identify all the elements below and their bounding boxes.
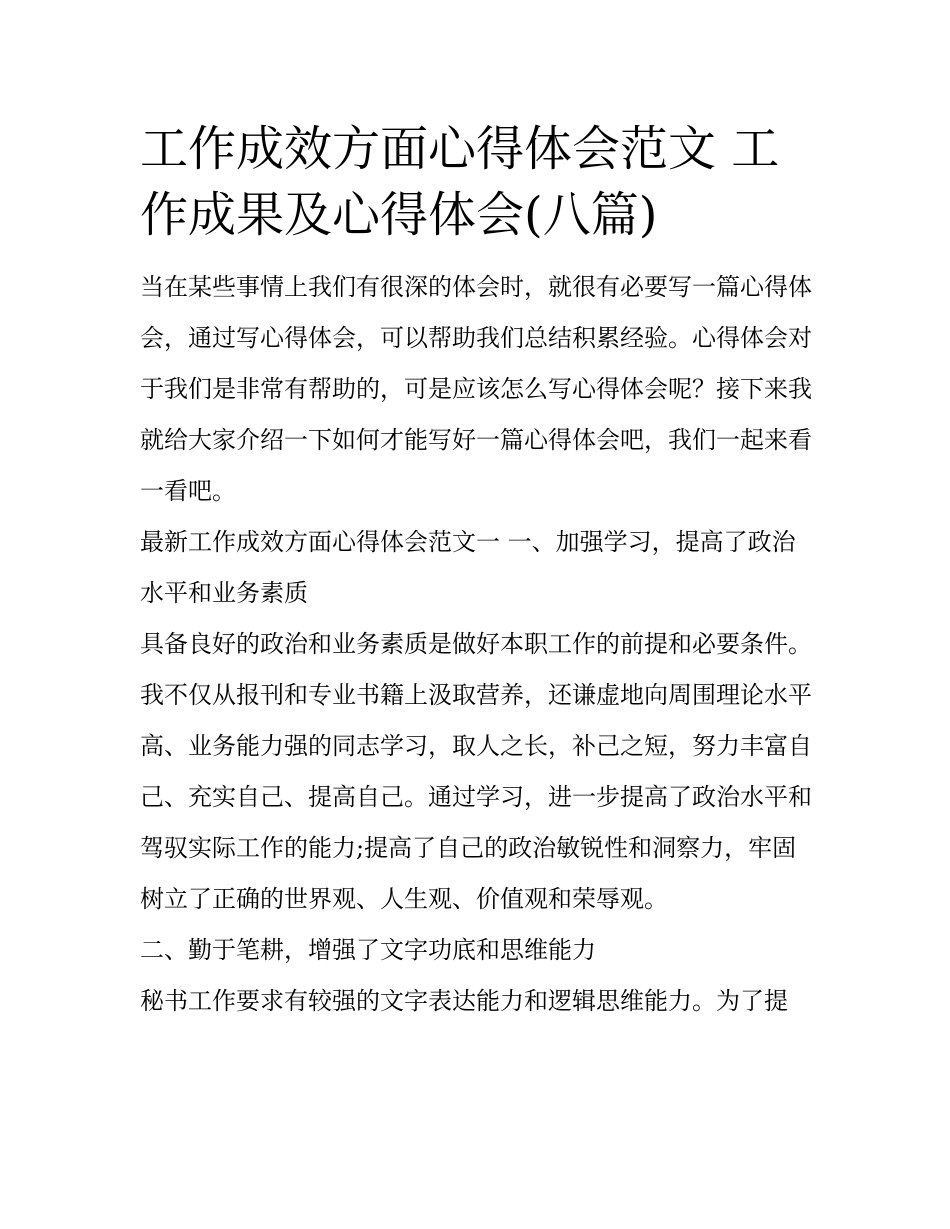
title-line-2: 作成果及心得体会(八篇) bbox=[140, 187, 658, 243]
title-line-1: 工作成效方面心得体会范文 工 bbox=[140, 121, 780, 177]
section-heading-1: 最新工作成效方面心得体会范文一 一、加强学习，提高了政治水平和业务素质 bbox=[140, 528, 796, 607]
section-2-paragraph: 秘书工作要求有较强的文字表达能力和逻辑思维能力。为了提 bbox=[140, 987, 788, 1015]
section-1-paragraph: 具备良好的政治和业务素质是做好本职工作的前提和必要条件。我不仅从报刊和专业书籍上汲取营养，还谦虚地向周围理论水平高、业务能力强的同志学习，取人之长，补己之短，努力丰富自己、充实自己、提高自己。通过学习，进一步提高了政治水平和驾驭实际工作的能力;提高了自己的政治敏锐性和洞察力，牢固树立了正确的世界观、人生观、价值观和荣辱观。 bbox=[140, 630, 812, 913]
section-heading-2: 二、勤于笔耕，增强了文字功底和思维能力 bbox=[140, 936, 596, 964]
document-body bbox=[140, 262, 816, 1027]
document-content bbox=[140, 116, 816, 1027]
intro-paragraph: 当在某些事情上我们有很深的体会时，就很有必要写一篇心得体会，通过写心得体会，可以帮助我们总结积累经验。心得体会对于我们是非常有帮助的，可是应该怎么写心得体会呢？接下来我就给大家介绍一下如何才能写好一篇心得体会吧，我们一起来看一看吧。 bbox=[140, 273, 812, 505]
document-title bbox=[140, 116, 816, 248]
